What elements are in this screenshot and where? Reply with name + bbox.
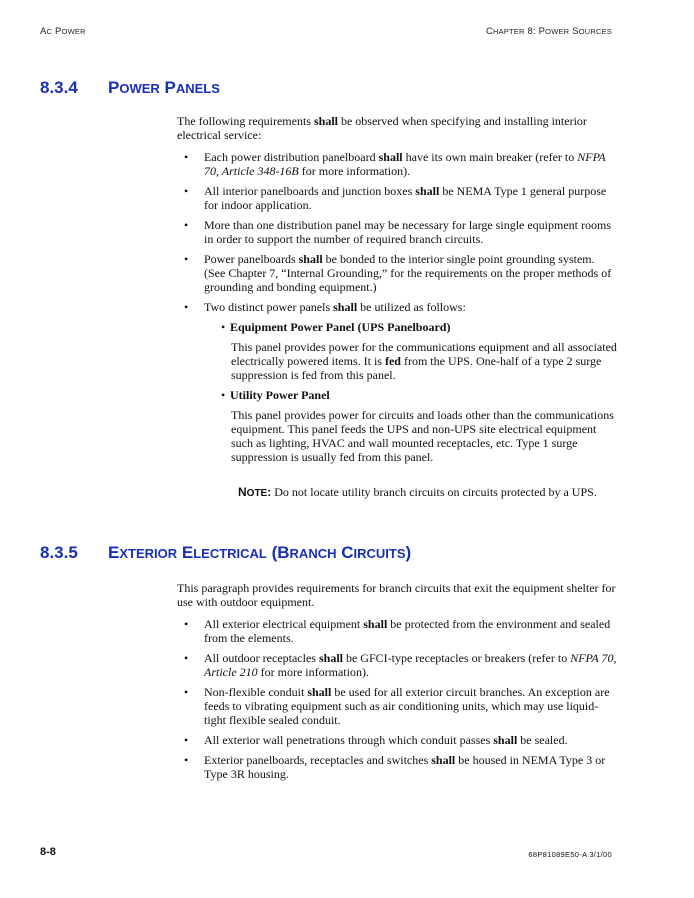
- list-item: • Power panelboards shall be bonded to the interior single point grounding system. (See Chapter 7, “Internal Grounding,” for the requirements on the proper methods of grounding and bonding equipment.): [177, 252, 617, 294]
- list-item: • Two distinct power panels shall be utilized as follows:: [177, 300, 617, 314]
- page-number: 8-8: [40, 846, 56, 858]
- note: [177, 485, 617, 501]
- intro-paragraph: The following requirements shall be observed when specifying and installing interior electrical service:: [177, 114, 587, 142]
- subparagraph-equipment-power-panel: This panel provides power for the communications equipment and all associated electrically powered items. It is fed from the UPS. One-half of a type 2 surge suppression is fed from this panel.: [231, 340, 617, 382]
- section-body-834: [177, 114, 617, 501]
- section-number: 8.3.4: [40, 78, 78, 97]
- section-heading-834: 8.3.4 POWER PANELS: [40, 78, 220, 97]
- list-item: • All exterior electrical equipment shall be protected from the environment and sealed from the elements.: [177, 617, 617, 645]
- running-header-right: CHAPTER 8: POWER SOURCES: [485, 26, 612, 37]
- note-text: Do not locate utility branch circuits on circuits protected by a UPS.: [274, 485, 597, 499]
- subparagraph-utility-power-panel: This panel provides power for circuits and loads other than the communications equipment. This panel feeds the UPS and non-UPS site electrical equipment such as lighting, HVAC and wall mounted receptacles, etc. Type 1 surge suppression is usually fed from this panel.: [231, 408, 614, 464]
- section-number: 8.3.5: [40, 543, 78, 562]
- list-item: • Exterior panelboards, receptacles and switches shall be housed in NEMA Type 3 or Type 3R housing.: [177, 753, 617, 781]
- section-heading-835: 8.3.5 EXTERIOR ELECTRICAL (BRANCH CIRCUITS): [40, 543, 412, 562]
- subheading-equipment-power-panel: • Equipment Power Panel (UPS Panelboard): [221, 320, 451, 334]
- list-item: • All exterior wall penetrations through which conduit passes shall be sealed.: [177, 733, 617, 747]
- note-label: NOTE:: [238, 485, 272, 499]
- list-item: • More than one distribution panel may be necessary for large single equipment rooms in order to support the number of required branch circuits.: [177, 218, 617, 246]
- list-item: • Non-flexible conduit shall be used for all exterior circuit branches. An exception are feeds to vibrating equipment such as air conditioning units, which may use liquid-tight flexible sealed conduit.: [177, 685, 617, 727]
- document-number: 68P81089E50-A 3/1/00: [528, 850, 612, 859]
- subheading-utility-power-panel: • Utility Power Panel: [221, 388, 330, 402]
- list-item: • All interior panelboards and junction boxes shall be NEMA Type 1 general purpose for indoor application.: [177, 184, 617, 212]
- running-header-left: AC POWER: [40, 26, 86, 37]
- list-item: • All outdoor receptacles shall be GFCI-type receptacles or breakers (refer to NFPA 70, Article 210 for more information).: [177, 651, 617, 679]
- requirements-list: [177, 617, 617, 781]
- requirements-list: [177, 150, 617, 314]
- section-body-835: [177, 581, 617, 781]
- list-item: • Each power distribution panelboard shall have its own main breaker (refer to NFPA 70, Article 348-16B for more information).: [177, 150, 617, 178]
- intro-paragraph: This paragraph provides requirements for branch circuits that exit the equipment shelter for use with outdoor equipment.: [177, 581, 616, 609]
